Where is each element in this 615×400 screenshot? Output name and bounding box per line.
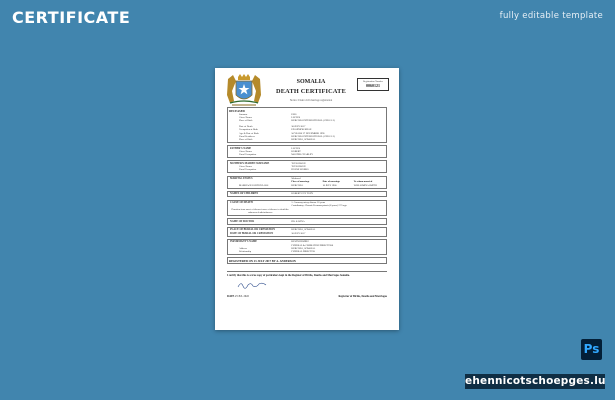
section-children xyxy=(227,191,387,198)
section-cause-of-death xyxy=(227,200,387,216)
field-row: NAME OF DOCTOR DR. SAVINA xyxy=(230,219,305,223)
certify-statement: I certify that this is a true copy of particulars kept in the Register of Births, Deaths and Marriages Somalia. xyxy=(227,274,350,277)
field-row: Given Names LUCIUS xyxy=(239,115,301,119)
section-marital-status xyxy=(227,176,387,189)
field-row: Given Names TAYLORSON xyxy=(239,165,306,169)
field-row: Address BURCOHA, SOMALIA xyxy=(239,246,316,250)
section-registered xyxy=(227,257,387,264)
field-row: Date of Death 30 JULY 2017 xyxy=(239,125,306,129)
document-note: Notice: Under civil marriage registration xyxy=(289,99,333,102)
field-row: NAMES OF CHILDREN ROBERT 1972 TONY xyxy=(230,192,314,196)
field-row: INFORMANT'S NAME KEVIN HEMING xyxy=(230,240,309,244)
date-value: 23 JUL 2022 xyxy=(234,295,249,298)
signature-icon xyxy=(237,281,267,289)
document-title: DEATH CERTIFICATE xyxy=(276,88,346,95)
field-row: CAUSE OF DEATH 1. Coronary artery disease 16 years xyxy=(230,201,326,205)
section-mother xyxy=(227,160,387,173)
marriage-value-row: MARRIAGE PARTICULARS BURCOHA 10 JULY 1960 WILLIAMINA SMITH xyxy=(239,183,377,187)
field-row: Duration from onset of disease/cause of disease to death/the unknown death/unknown xyxy=(231,207,289,214)
section-father xyxy=(227,145,387,158)
footer-row xyxy=(227,295,387,298)
field-row: Relationship FUNERAL DIRECTOR xyxy=(239,249,315,253)
field-row: Given Names ROBERT xyxy=(239,150,301,153)
document-country: SOMALIA xyxy=(296,79,326,85)
section-doctor xyxy=(227,218,387,225)
field-row: DATE OF BURIAL OR CREMATION 30 JULY 2017 xyxy=(230,231,306,235)
field-row: Occupation at Birth EX-SENIOR KILLE xyxy=(239,128,312,132)
section-informant xyxy=(227,239,387,255)
field-row: PLACE OF BURIAL OR CREMATION BURCOHA, SOMALIA xyxy=(230,228,316,232)
field-row: Contributory: Chronic Pneumocystosis (8 years) 17/5 ago xyxy=(291,204,347,208)
field-row: MARITAL STATUS Widowed xyxy=(230,177,301,181)
registered-line: REGISTERED ON 23 JULY 2017 BY A. ANDERSON xyxy=(229,258,296,263)
certificate-sections xyxy=(227,107,387,267)
field-row: Usual Occupation HOUSE WORKS xyxy=(239,168,309,172)
field-row: Place of Birth BURCOHA, SOMALIA xyxy=(239,138,316,142)
brand-title: CERTIFICATE xyxy=(12,8,131,27)
registration-box xyxy=(357,78,389,91)
field-row: Age & Date of Birth 50 YEARS 27 NOVEMBER 1996 xyxy=(239,131,325,135)
section-deceased xyxy=(227,107,387,143)
certificate-footer xyxy=(227,271,387,298)
field-row: Usual Residence BURCOHA INTERNATIONAL (CHOCA 2) xyxy=(239,134,335,138)
registration-label: Registration Number xyxy=(362,80,384,83)
field-row: Usual Occupation MASTER CHARLEY xyxy=(239,153,313,157)
section-burial xyxy=(227,227,387,237)
field-row: FUNERAL & CREMATION DIRECTORS xyxy=(291,243,334,247)
photoshop-badge-icon: Ps xyxy=(581,339,602,360)
registrar-label: Registrar of Births, Deaths and Marriages xyxy=(338,295,387,298)
website-watermark: ehennicotschoepges.lu xyxy=(465,375,606,387)
brand-subtitle: fully editable template xyxy=(499,11,603,21)
certificate-document xyxy=(215,68,399,330)
date-label: DATE xyxy=(227,295,235,298)
section-title: DECEASED xyxy=(229,108,245,113)
field-row: FATHER'S NAME LUCIUS xyxy=(230,146,301,150)
registration-number: 0060121 xyxy=(366,83,380,88)
marriage-header-row: Place of marriage Date of marriage To whom married xyxy=(291,180,373,184)
field-row: Place of Birth BURCOHA INTERNATIONAL (CHOCA 2) xyxy=(239,119,335,122)
field-row: MOTHER'S MAIDEN SURNAME TAYLORSON xyxy=(230,161,306,165)
somalia-coat-of-arms-icon xyxy=(224,73,264,107)
field-row: Surname ELIS xyxy=(239,112,297,116)
